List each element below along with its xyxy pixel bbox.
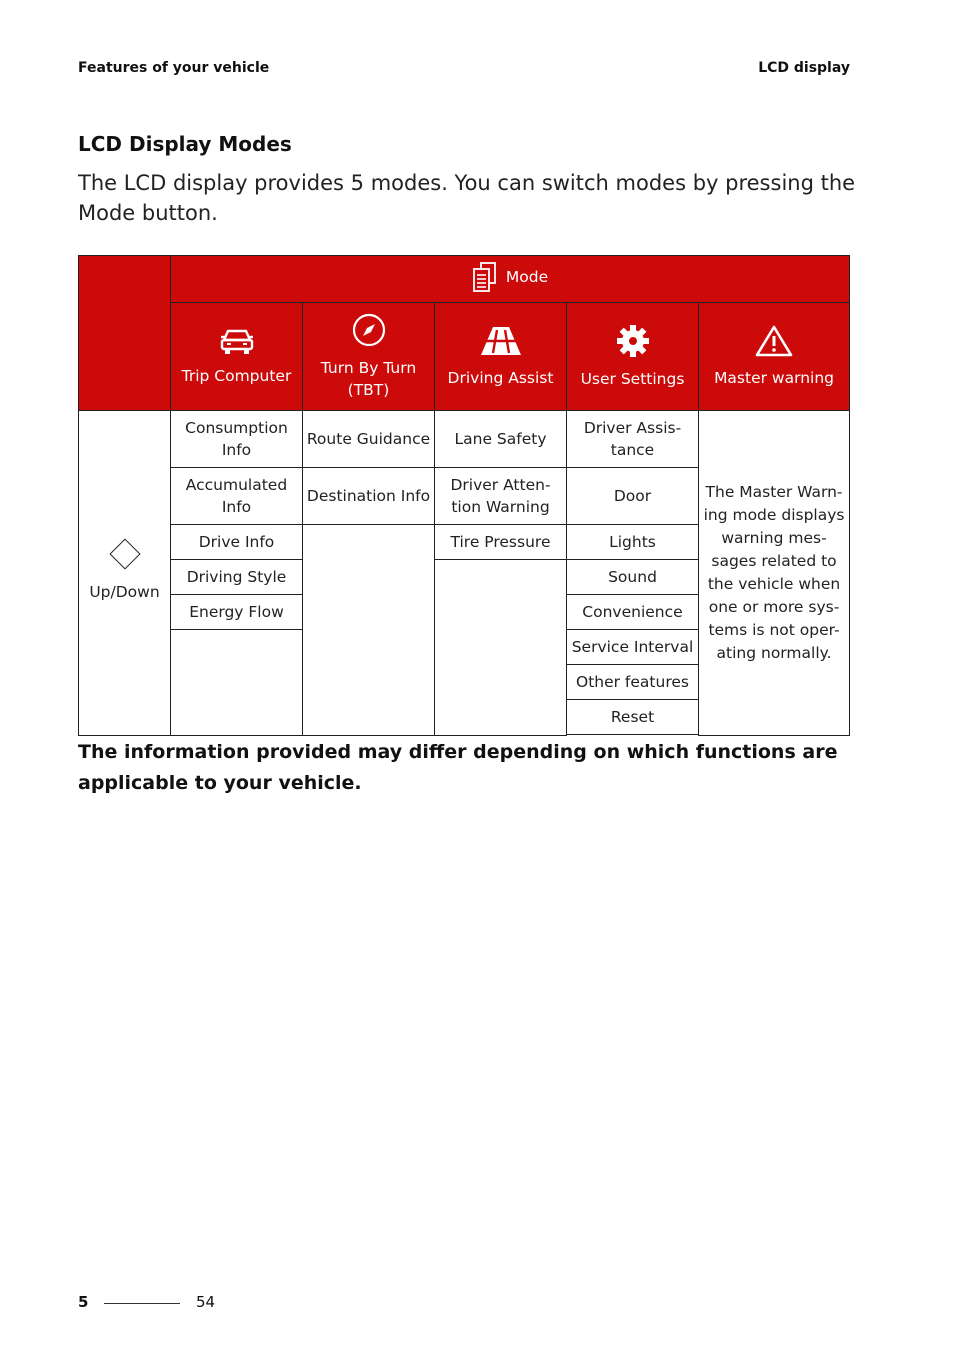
user-item: Convenience [567,595,699,630]
column-label: Turn By Turn (TBT) [320,358,417,399]
footer-divider [104,1303,180,1304]
page-number: 54 [196,1293,216,1311]
compass-icon [352,313,386,347]
page-title: LCD Display Modes [78,132,292,156]
column-label: User Settings [580,369,685,388]
user-item: Driver Assis- tance [567,411,699,468]
trip-item: Energy Flow [171,595,303,630]
assist-item: Driver Atten- tion Warning [435,468,567,525]
trip-item: Accumulated Info [171,468,303,525]
trip-empty [171,630,303,736]
tbt-item: Route Guidance [303,411,435,468]
tbt-item: Destination Info [303,468,435,525]
header-corner [79,256,171,411]
column-turn-by-turn [303,303,435,411]
updown-label: Up/Down [89,582,160,601]
mode-icon [472,261,498,293]
trip-item: Driving Style [171,560,303,595]
user-item: Sound [567,560,699,595]
column-label: Driving Assist [447,368,554,387]
trip-item: Consumption Info [171,411,303,468]
warning-triangle-icon [755,325,793,357]
lcd-modes-table [78,255,850,736]
column-trip-computer [171,303,303,411]
mode-label: Mode [505,268,549,286]
column-driving-assist [435,303,567,411]
user-item: Lights [567,525,699,560]
user-item: Reset [567,700,699,735]
user-item: Service Interval [567,630,699,665]
updown-icon [109,538,140,569]
column-label: Trip Computer [181,366,292,385]
applicability-note: The information provided may differ depending on which functions are applicable to your vehicle. [78,741,838,794]
intro-text: The LCD display provides 5 modes. You can switch modes by pressing the Mode button. [78,171,856,225]
chapter-number: 5 [78,1293,89,1311]
updown-cell [79,411,171,736]
column-label: Master warning [714,368,834,387]
gear-icon [616,324,650,358]
trip-item: Drive Info [171,525,303,560]
header-topic: LCD display [758,60,850,76]
assist-item: Tire Pressure [435,525,567,560]
assist-empty [435,560,567,736]
column-user-settings [567,303,699,411]
assist-item: Lane Safety [435,411,567,468]
user-item: Door [567,468,699,525]
road-lanes-icon [479,325,523,357]
user-item: Other features [567,665,699,700]
master-warning-text: The Master Warn- ing mode displays warning mes- sages related to the vehicle when one or more sys- tems is not oper- ating normally. [699,411,850,736]
column-master-warning [699,303,850,411]
car-icon [220,327,254,355]
tbt-empty [303,525,435,736]
mode-header [171,256,850,303]
header-section: Features of your vehicle [78,60,270,76]
